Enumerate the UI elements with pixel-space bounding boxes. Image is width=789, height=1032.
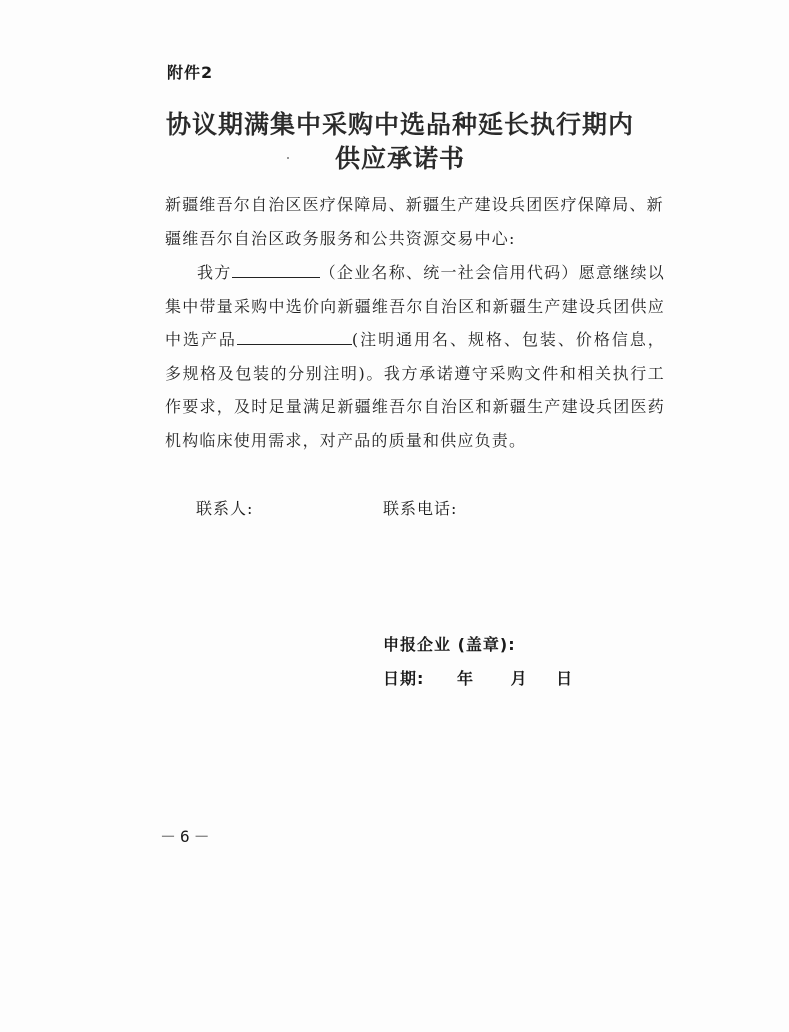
contact-phone-label: 联系电话:: [383, 499, 458, 518]
product-hint: (注明通用名、规格、包装、价格信息，多规格及包装的分别注明)。我方承诺遵守采购文件和相关执行工作要求，及时足量满足新疆维吾尔自治区和新疆生产建设兵团医药机构临床使用需求，对产品的质量和供应负责。: [165, 330, 665, 450]
date-row: [383, 666, 573, 689]
page-number: －6－: [160, 827, 214, 846]
contact-person-label: 联系人:: [196, 499, 254, 518]
applicant-seal-label: 申报企业 (盖章):: [383, 635, 516, 654]
attachment-label: 附件2: [167, 63, 214, 82]
product-blank-line: [237, 326, 352, 345]
document-title-line-1: 协议期满集中采购中选品种延长执行期内: [165, 110, 634, 139]
company-hint: （企业名称、统一社会信用代码）愿意继续以集中带量采购中选价向新疆维吾尔自治区和新疆生产建设兵团供应中选产品: [165, 263, 665, 349]
document-title-line-2: 供应承诺书: [334, 144, 465, 173]
commitment-prefix: 我方: [197, 263, 232, 282]
company-blank-line: [232, 259, 320, 278]
date-day: 日: [556, 669, 574, 688]
date-month: 月: [510, 669, 528, 688]
addressee-paragraph: 新疆维吾尔自治区医疗保障局、新疆生产建设兵团医疗保障局、新疆维吾尔自治区政务服务和公共资源交易中心:: [165, 195, 664, 248]
date-year: 年: [456, 669, 474, 688]
commitment-paragraph: [165, 256, 665, 457]
date-label: 日期:: [383, 669, 425, 688]
